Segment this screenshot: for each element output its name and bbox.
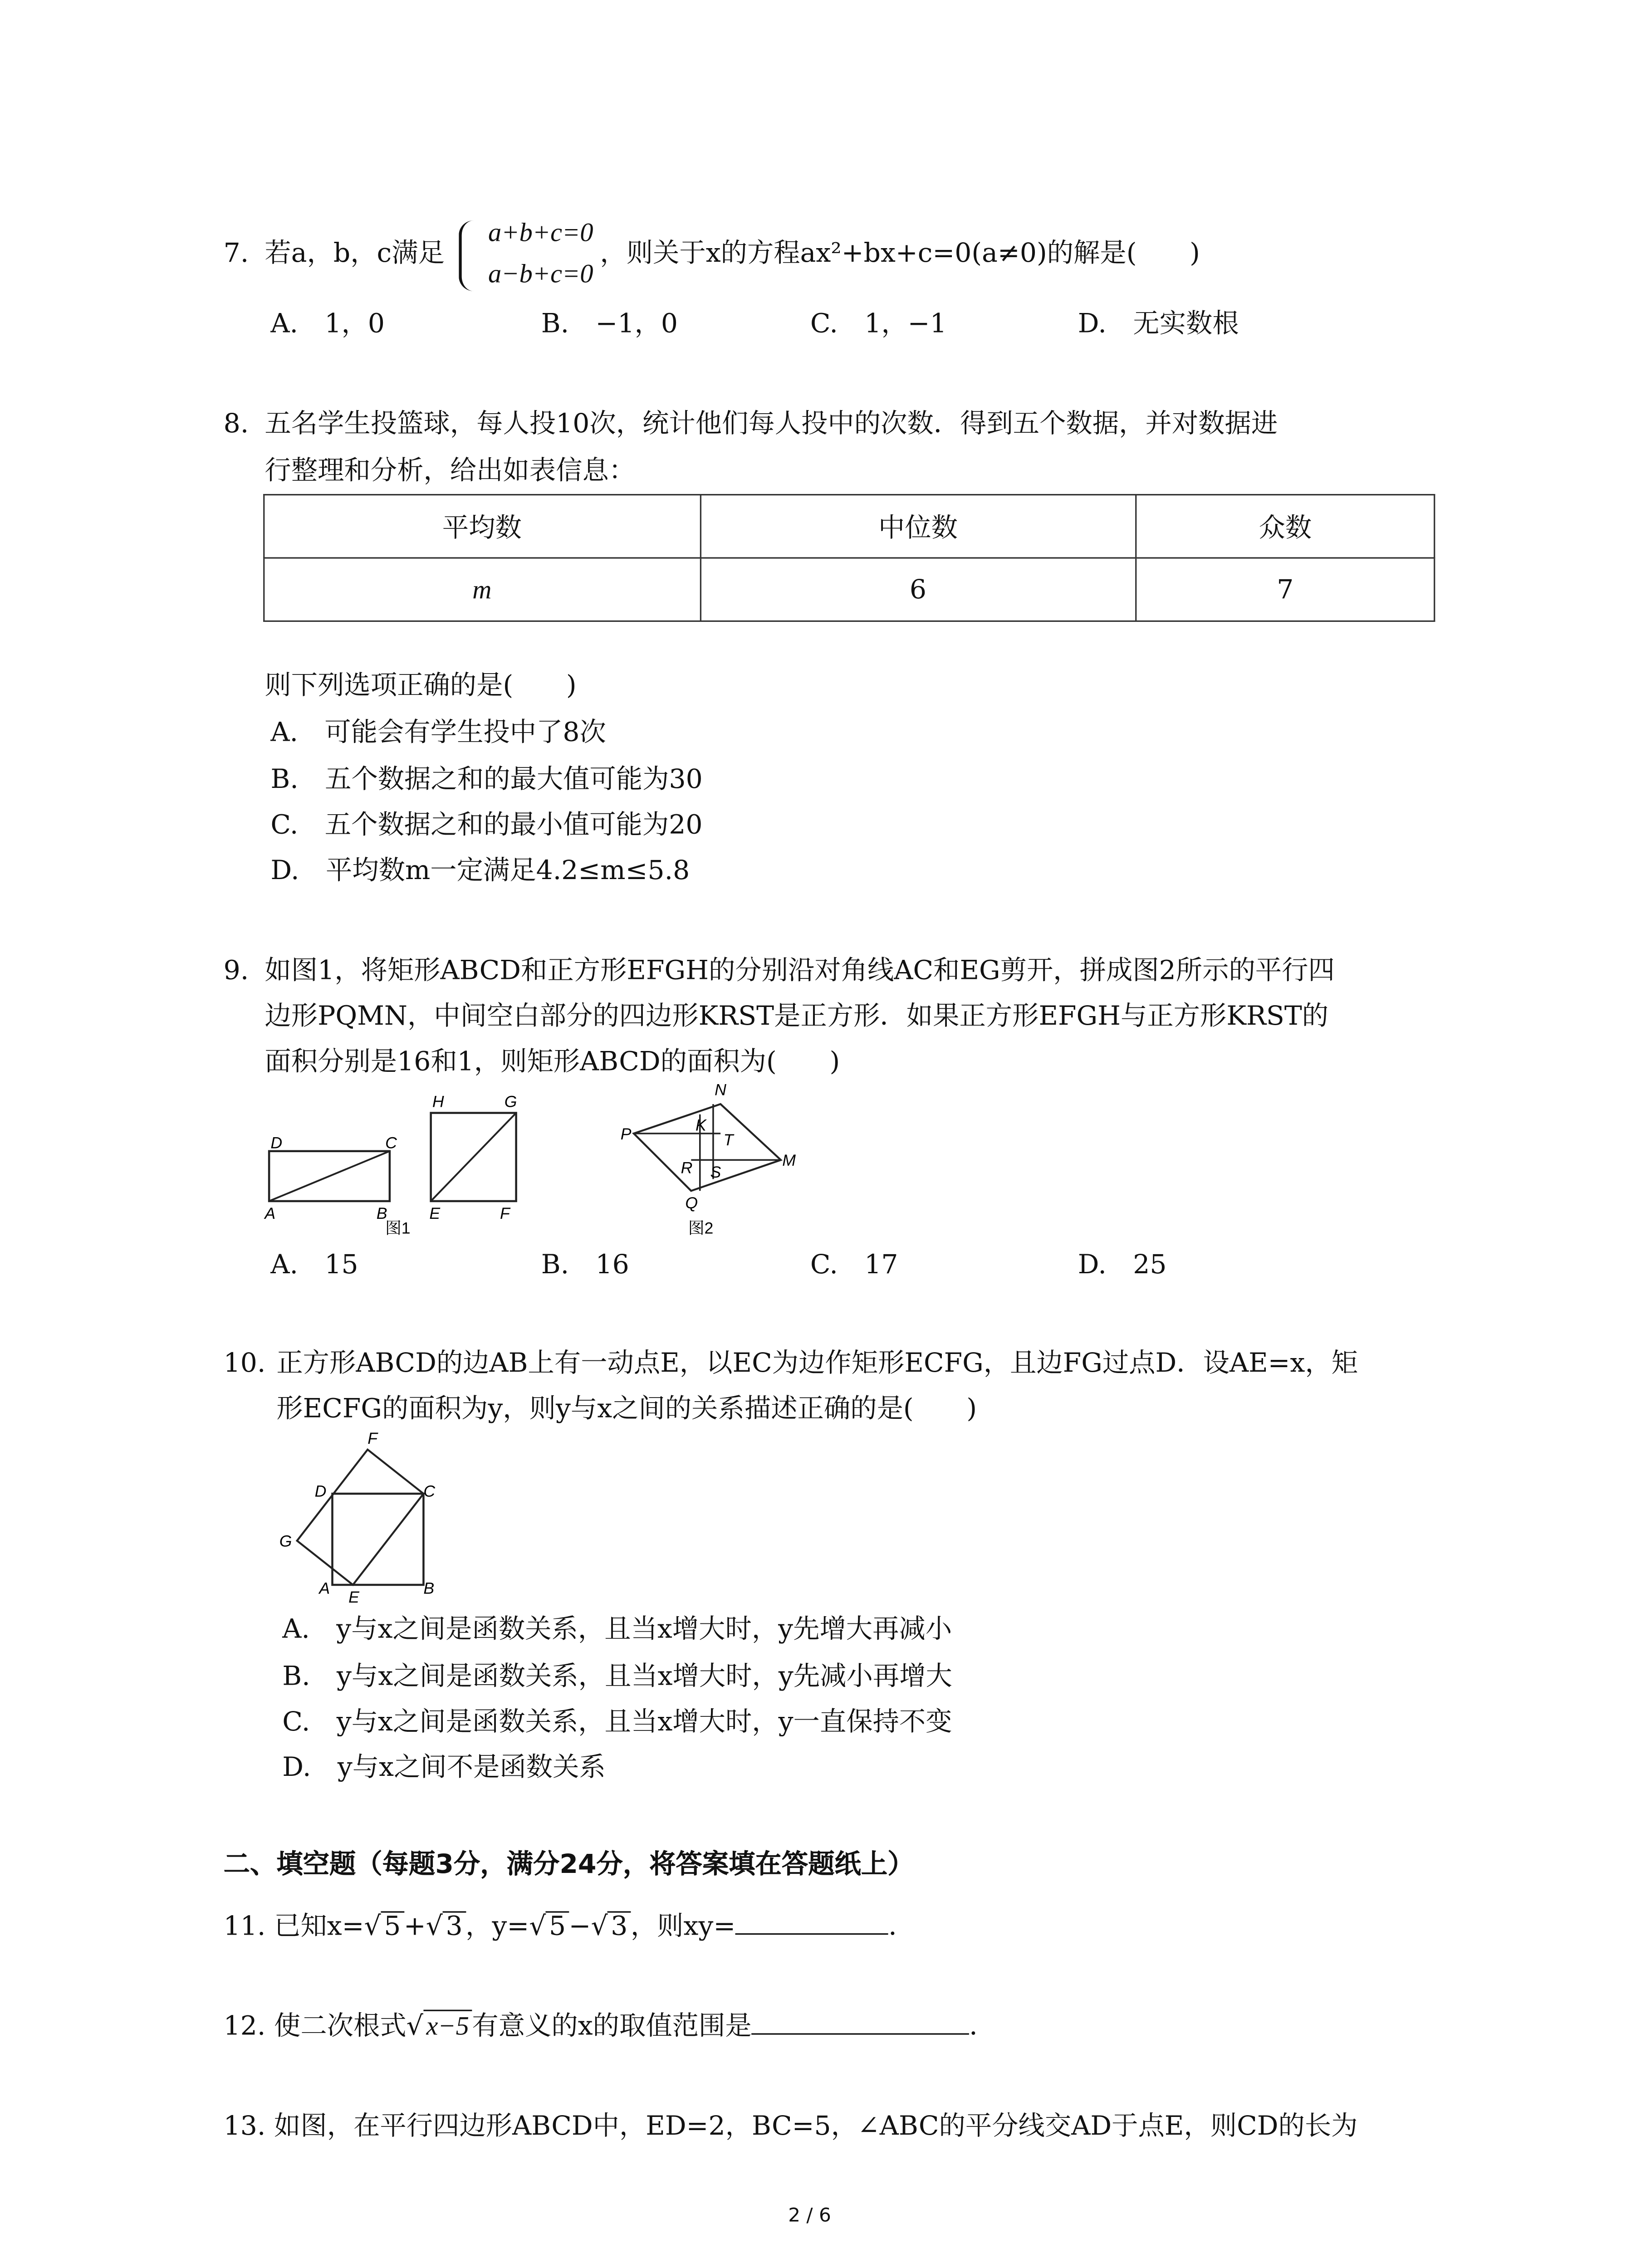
question-12 bbox=[224, 2005, 996, 2049]
option-a: A. 1，0 bbox=[270, 308, 385, 340]
plus-sign: + bbox=[403, 1911, 426, 1942]
label-g: G bbox=[504, 1092, 517, 1111]
question-text-cont: ，则关于x的方程ax²+bx+c=0(a≠0)的解是( ) bbox=[600, 238, 1200, 269]
header-mode: 众数 bbox=[1136, 495, 1435, 558]
equation-system bbox=[459, 215, 606, 297]
label-e: E bbox=[429, 1204, 441, 1222]
option-c: C. y与x之间是函数关系，且当x增大时，y一直保持不变 bbox=[282, 1706, 952, 1738]
question-number: 11. bbox=[223, 1911, 266, 1942]
option-d: D. 平均数m一定满足4.2≤m≤5.8 bbox=[270, 855, 690, 887]
header-mean: 平均数 bbox=[264, 495, 700, 558]
parallelogram-pqmn bbox=[634, 1104, 781, 1191]
label-a: A bbox=[265, 1204, 276, 1222]
label-b: B bbox=[423, 1579, 435, 1598]
figure-2-caption: 图2 bbox=[688, 1219, 714, 1237]
figure-1-and-2 bbox=[250, 1080, 867, 1245]
table-row bbox=[264, 558, 1435, 621]
label-p: P bbox=[620, 1124, 632, 1143]
label-k: K bbox=[696, 1116, 706, 1134]
question-text-line-2: 边形PQMN，中间空白部分的四边形KRST是正方形．如果正方形EFGH与正方形KRST的 bbox=[265, 1001, 1329, 1032]
option-d: D. y与x之间不是函数关系 bbox=[282, 1752, 606, 1784]
cell-median: 6 bbox=[700, 558, 1136, 621]
question-text-end: 有意义的x的取值范围是 bbox=[472, 2011, 752, 2042]
question-number: 8. bbox=[223, 409, 249, 440]
option-c: C. 17 bbox=[810, 1249, 898, 1281]
left-brace bbox=[459, 220, 482, 291]
question-number: 9. bbox=[223, 955, 249, 987]
table-header-row bbox=[264, 495, 1435, 558]
page-number: 2 / 6 bbox=[788, 2205, 831, 2228]
rectangle-ecfg bbox=[297, 1450, 424, 1585]
cell-mode: 7 bbox=[1136, 558, 1435, 621]
question-text: 使二次根式 bbox=[274, 2011, 407, 2042]
label-r: R bbox=[681, 1158, 693, 1177]
label-f: F bbox=[500, 1204, 510, 1222]
option-c: C. 五个数据之和的最小值可能为20 bbox=[270, 810, 703, 841]
period: ． bbox=[969, 2011, 996, 2042]
radical-sign: √ bbox=[591, 1911, 608, 1942]
minus-sign: − bbox=[568, 1911, 591, 1942]
question-text-line-2: 行整理和分析，给出如表信息： bbox=[265, 455, 636, 487]
label-t: T bbox=[723, 1130, 734, 1149]
radical-sign: √ bbox=[529, 1911, 546, 1942]
question-text-end: ，则xy= bbox=[630, 1911, 736, 1942]
period: ． bbox=[888, 1911, 915, 1942]
question-text-mid: ，y= bbox=[465, 1911, 529, 1942]
radicand-1: 5 bbox=[381, 1911, 404, 1942]
cell-mean: m bbox=[264, 558, 700, 621]
question-text-line-1: 五名学生投篮球，每人投10次，统计他们每人投中的次数．得到五个数据，并对数据进 bbox=[265, 409, 1278, 440]
option-b: B. 16 bbox=[541, 1249, 629, 1281]
option-a: A. 可能会有学生投中了8次 bbox=[270, 717, 606, 748]
label-h: H bbox=[432, 1092, 444, 1111]
label-s: S bbox=[710, 1163, 721, 1182]
question-number: 10. bbox=[223, 1348, 266, 1379]
option-c: C. 1，−1 bbox=[810, 308, 947, 340]
label-e: E bbox=[348, 1588, 359, 1606]
label-b: B bbox=[376, 1204, 387, 1222]
option-b: B. y与x之间是函数关系，且当x增大时，y先减小再增大 bbox=[282, 1661, 952, 1692]
section-heading: 二、填空题（每题3分，满分24分，将答案填在答题纸上） bbox=[223, 1849, 914, 1881]
option-d: D. 25 bbox=[1078, 1249, 1167, 1281]
radical-sign: √ bbox=[406, 2011, 423, 2042]
option-d: D. 无实数根 bbox=[1078, 308, 1239, 340]
header-median: 中位数 bbox=[700, 495, 1136, 558]
radicand-4: 3 bbox=[608, 1911, 631, 1942]
label-n: N bbox=[715, 1080, 726, 1099]
label-d: D bbox=[270, 1134, 283, 1152]
label-a: A bbox=[319, 1579, 330, 1598]
option-a: A. 15 bbox=[270, 1249, 358, 1281]
question-text-line-1: 如图1，将矩形ABCD和正方形EFGH的分别沿对角线AC和EG剪开，拼成图2所示的平行四 bbox=[265, 955, 1335, 987]
label-c: C bbox=[423, 1482, 436, 1501]
figure-square-rectangle bbox=[268, 1429, 459, 1611]
option-a: A. y与x之间是函数关系，且当x增大时，y先增大再减小 bbox=[282, 1614, 952, 1645]
radical-sign: √ bbox=[364, 1911, 381, 1942]
question-number: 7. bbox=[223, 238, 249, 269]
option-b: B. −1，0 bbox=[541, 308, 678, 340]
equation-2: a−b+c=0 bbox=[488, 259, 593, 288]
label-c: C bbox=[385, 1134, 397, 1152]
statistics-table bbox=[263, 494, 1435, 622]
question-text-line-3: 面积分别是16和1，则矩形ABCD的面积为( ) bbox=[265, 1046, 840, 1078]
label-q: Q bbox=[685, 1194, 698, 1212]
label-m: M bbox=[782, 1151, 796, 1170]
radicand: x−5 bbox=[423, 2010, 472, 2041]
radicand-2: 3 bbox=[443, 1911, 465, 1942]
question-text: 已知x= bbox=[274, 1911, 364, 1942]
question-13 bbox=[224, 2105, 1358, 2149]
question-text: 如图，在平行四边形ABCD中，ED=2，BC=5，∠ABC的平分线交AD于点E，则CD的长为 bbox=[274, 2111, 1358, 2142]
option-b: B. 五个数据之和的最大值可能为30 bbox=[270, 764, 703, 796]
question-text: 若a，b，c满足 bbox=[265, 238, 445, 269]
diagonal-ac bbox=[269, 1151, 390, 1201]
answer-blank[interactable] bbox=[735, 1907, 888, 1935]
question-text-line-1: 正方形ABCD的边AB上有一动点E，以EC为边作矩形ECFG，且边FG过点D．设AE=x，矩 bbox=[276, 1348, 1358, 1379]
radicand-3: 5 bbox=[546, 1911, 569, 1942]
label-f: F bbox=[367, 1429, 378, 1447]
question-prompt: 则下列选项正确的是( ) bbox=[265, 670, 577, 702]
radical-sign: √ bbox=[426, 1911, 443, 1942]
label-d: D bbox=[314, 1482, 327, 1501]
question-text-line-2: 形ECFG的面积为y，则y与x之间的关系描述正确的是( ) bbox=[276, 1393, 977, 1425]
answer-blank[interactable] bbox=[752, 2007, 970, 2035]
question-number: 12. bbox=[223, 2011, 266, 2042]
square-abcd bbox=[332, 1494, 423, 1585]
question-11 bbox=[224, 1905, 915, 1949]
question-number: 13. bbox=[223, 2111, 266, 2142]
diagonal-eg bbox=[431, 1113, 516, 1201]
figure-1-caption: 图1 bbox=[385, 1219, 411, 1237]
label-g: G bbox=[279, 1532, 292, 1550]
equation-1: a+b+c=0 bbox=[488, 217, 593, 247]
